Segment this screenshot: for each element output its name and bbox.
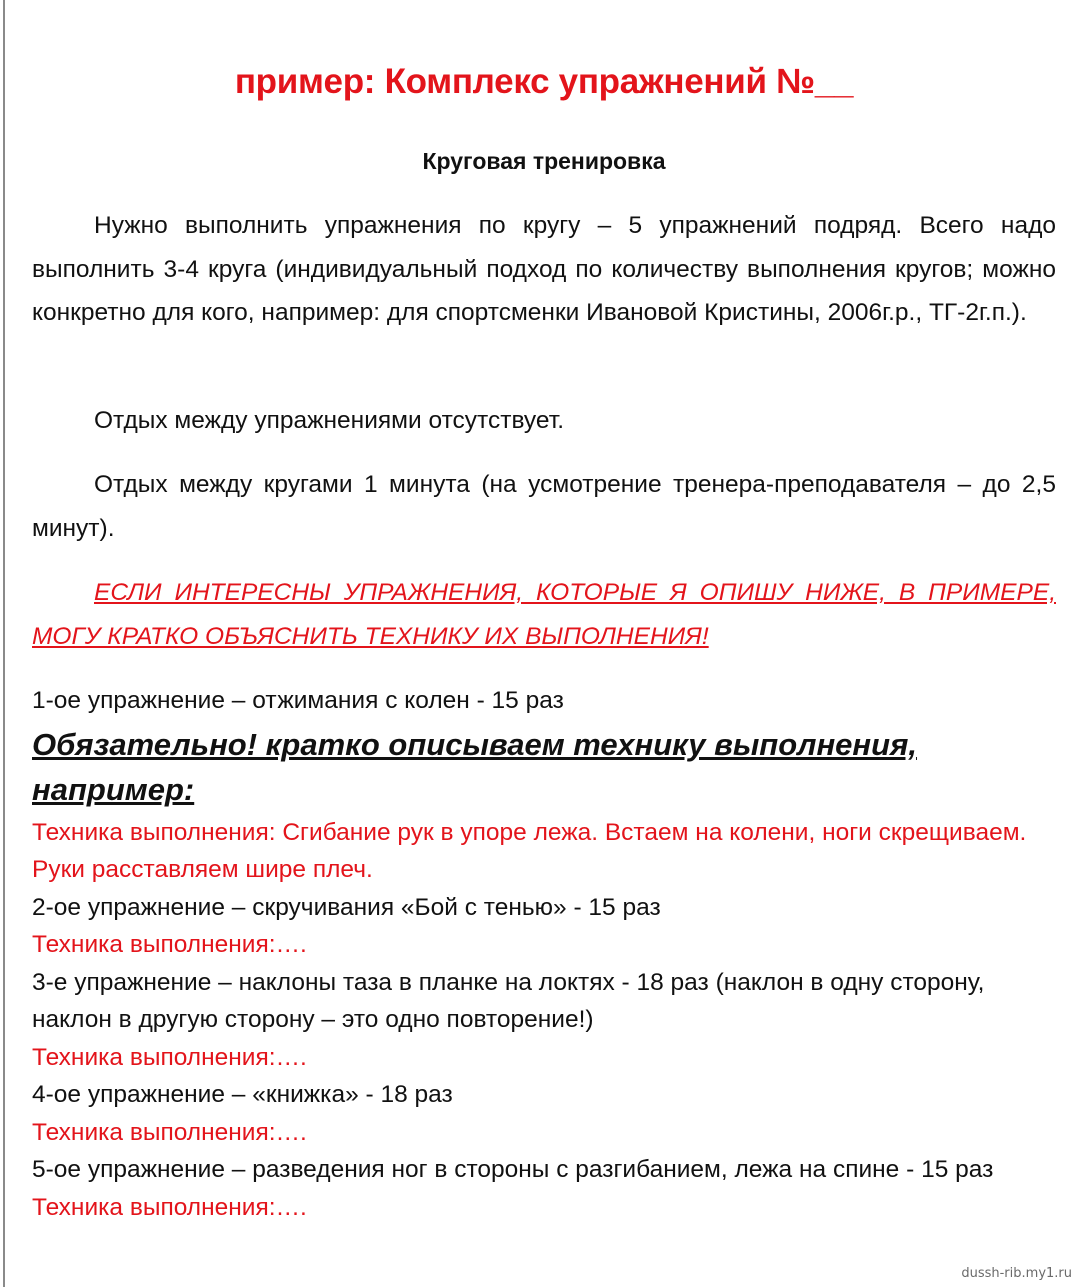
exercise-1-technique: Техника выполнения: Сгибание рук в упоре лежа. Встаем на колени, ноги скрещиваем. Руки расставляем шире плеч. [32,818,1027,883]
paragraph-rest-between-circuits: Отдых между кругами 1 минута (на усмотрение тренера-преподавателя – до 2,5 минут). [32,471,1056,542]
exercise-list [32,682,1056,1226]
exercise-5-line: 5-ое упражнение – разведения ног в стороны с разгибанием, лежа на спине - 15 раз [32,1156,994,1183]
exercise-4-technique: Техника выполнения:…. [32,1118,307,1146]
exercise-2-line: 2-ое упражнение – скручивания «Бой с тенью» - 15 раз [32,893,661,921]
emphasis-instruction: Обязательно! кратко описываем технику выполнения, например: [32,726,917,807]
document-title: пример: Комплекс упражнений №__ [234,62,854,101]
page-edge-line [3,0,5,1287]
exercise-1-line: 1-ое упражнение – отжимания с колен - 15 раз [32,687,564,714]
paragraph-rest-between-exercises: Отдых между упражнениями отсутствует. [94,407,565,434]
site-watermark: dussh-rib.my1.ru [961,1266,1072,1281]
exercise-4-line: 4-ое упражнение – «книжка» - 18 раз [32,1081,453,1108]
exercise-2-technique: Техника выполнения:…. [32,931,307,958]
document-subtitle: Круговая тренировка [422,148,666,174]
exercise-3-technique: Техника выполнения:…. [32,1043,307,1071]
highlighted-note: ЕСЛИ ИНТЕРЕСНЫ УПРАЖНЕНИЯ, КОТОРЫЕ Я ОПИШУ НИЖЕ, В ПРИМЕРЕ, МОГУ КРАТКО ОБЪЯСНИТЬ ТЕХНИКУ ИХ ВЫПОЛНЕНИЯ! [32,579,1056,650]
exercise-5-technique: Техника выполнения:…. [32,1193,307,1221]
paragraph-circuit-description: Нужно выполнить упражнения по кругу – 5 упражнений подряд. Всего надо выполнить 3-4 круга (индивидуальный подход по количеству выполнения кругов; можно конкретно для кого, например: для спортсменки Ивановой Кристины, 2006г.р., ТГ-2г.п.). [32,212,1056,326]
exercise-3-line: 3-е упражнение – наклоны таза в планке на локтях - 18 раз (наклон в одну сторону, наклон в другую сторону – это одно повторение!) [32,968,985,1033]
